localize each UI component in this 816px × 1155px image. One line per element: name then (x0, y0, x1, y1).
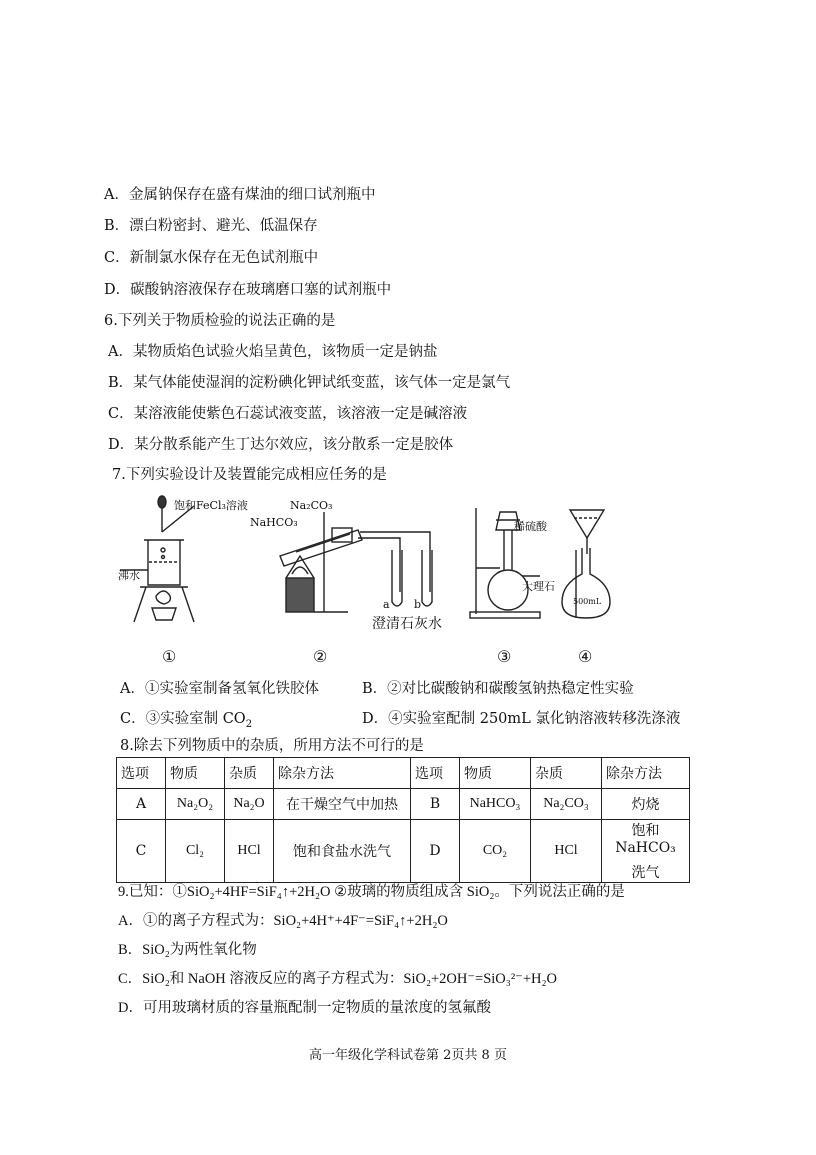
volumetric-flask-icon (562, 548, 610, 618)
table-cell: A (117, 789, 166, 820)
flame-icon (292, 567, 308, 574)
q7-option-c: C．③实验室制 $CO_2$ (120, 711, 253, 730)
table-cell: NaHCO₃ (460, 789, 531, 820)
table-cell: Na₂CO₃ (531, 789, 602, 820)
table-cell: D (411, 820, 460, 883)
table-row (117, 789, 690, 820)
table-cell: C (117, 820, 166, 883)
table-header-cell: 选项 (411, 758, 460, 789)
q5-option-c: C．新制氯水保存在无色试剂瓶中 (104, 250, 319, 266)
label-fecl3: 饱和FeCl₃溶液 (174, 499, 248, 512)
q6-option-a: A．某物质焰色试验火焰呈黄色，该物质一定是钠盐 (108, 344, 438, 360)
table-header-cell: 除杂方法 (602, 758, 690, 789)
figure-number-3: ③ (497, 647, 512, 666)
table-header-cell: 除杂方法 (274, 758, 411, 789)
label-na2co3: Na₂CO₃ (290, 499, 333, 512)
q7-option-d: D．④实验室配制 250mL 氯化钠溶液转移洗涤液 (362, 711, 681, 727)
label-flask-volume: 500mL (573, 597, 602, 606)
table-cell: Na₂O₂ (166, 789, 225, 820)
q5-option-d: D．碳酸钠溶液保存在玻璃磨口塞的试剂瓶中 (104, 282, 392, 298)
q5-option-b: B．漂白粉密封、避光、低温保存 (104, 218, 318, 234)
outer-test-tube-icon (280, 530, 362, 566)
alcohol-lamp-icon (152, 608, 176, 620)
label-boiling-water: 沸水 (118, 569, 140, 582)
table-cell (602, 820, 690, 883)
table-header-row (117, 758, 690, 789)
table-header-cell: 选项 (117, 758, 166, 789)
flame-icon (156, 591, 170, 604)
block-support-icon (286, 578, 314, 612)
q9-option-a: A．①的离子方程式为：SiO₂+4H⁺+4F⁻=SiF₄↑+2H₂O (118, 913, 448, 929)
table-row (117, 820, 690, 883)
label-tube-a: a (383, 598, 390, 611)
table-header-cell: 杂质 (225, 758, 274, 789)
table-cell-line: 洗气 (631, 865, 660, 881)
table-cell: 在干燥空气中加热 (274, 789, 411, 820)
table-cell: 灼烧 (602, 789, 690, 820)
table-header-cell: 物质 (166, 758, 225, 789)
q9-option-c: C．SiO₂和 NaOH 溶液反应的离子方程式为：SiO₂+2OH⁻=SiO₃²⁻+H₂O (118, 971, 558, 987)
label-dilute-h2so4: 稀硫酸 (514, 520, 547, 533)
table-cell: Cl₂ (166, 820, 225, 883)
table-cell: CO₂ (460, 820, 531, 883)
funnel-icon (570, 510, 604, 538)
impurity-table (116, 757, 690, 883)
figure-number-4: ④ (578, 647, 593, 666)
page-footer: 高一年级化学科试卷第 2页共 8 页 (309, 1048, 507, 1063)
q7-stem: 7.下列实验设计及装置能完成相应任务的是 (112, 467, 387, 483)
q7-option-b: B．②对比碳酸钠和碳酸氢钠热稳定性实验 (362, 681, 634, 697)
q8-stem: 8.除去下列物质中的杂质，所用方法不可行的是 (120, 738, 424, 754)
table-header-cell: 杂质 (531, 758, 602, 789)
q9-stem: 9.已知：①SiO₂+4HF=SiF₄↑+2H₂O ②玻璃的物质组成含 SiO₂。下列说法正确的是 (118, 884, 625, 900)
q5-option-a: A．金属钠保存在盛有煤油的细口试剂瓶中 (104, 187, 376, 203)
label-marble: 大理石 (522, 580, 555, 593)
figure-number-2: ② (313, 647, 328, 666)
label-limewater: 澄清石灰水 (372, 616, 442, 632)
table-header-cell: 物质 (460, 758, 531, 789)
label-tube-b: b (414, 598, 422, 611)
figure-number-1: ① (162, 647, 177, 666)
table-cell: HCl (531, 820, 602, 883)
q6-stem: 6.下列关于物质检验的说法正确的是 (104, 313, 336, 329)
q6-option-b: B．某气体能使湿润的淀粉碘化钾试纸变蓝，该气体一定是氯气 (108, 375, 511, 391)
q7-option-a: A．①实验室制备氢氧化铁胶体 (120, 681, 319, 697)
table-cell: Na₂O (225, 789, 274, 820)
q9-option-b: B．SiO₂为两性氧化物 (118, 942, 257, 958)
q9-option-d: D．可用玻璃材质的容量瓶配制一定物质的量浓度的氢氟酸 (118, 1000, 491, 1016)
label-nahco3: NaHCO₃ (250, 516, 298, 529)
q6-option-d: D．某分散系能产生丁达尔效应，该分散系一定是胶体 (108, 437, 454, 453)
table-cell: 饱和食盐水洗气 (274, 820, 411, 883)
table-cell: HCl (225, 820, 274, 883)
table-cell: B (411, 789, 460, 820)
table-cell-line: 饱和 NaHCO₃ (615, 823, 676, 856)
q6-option-c: C．某溶液能使紫色石蕊试液变蓝，该溶液一定是碱溶液 (108, 406, 468, 422)
